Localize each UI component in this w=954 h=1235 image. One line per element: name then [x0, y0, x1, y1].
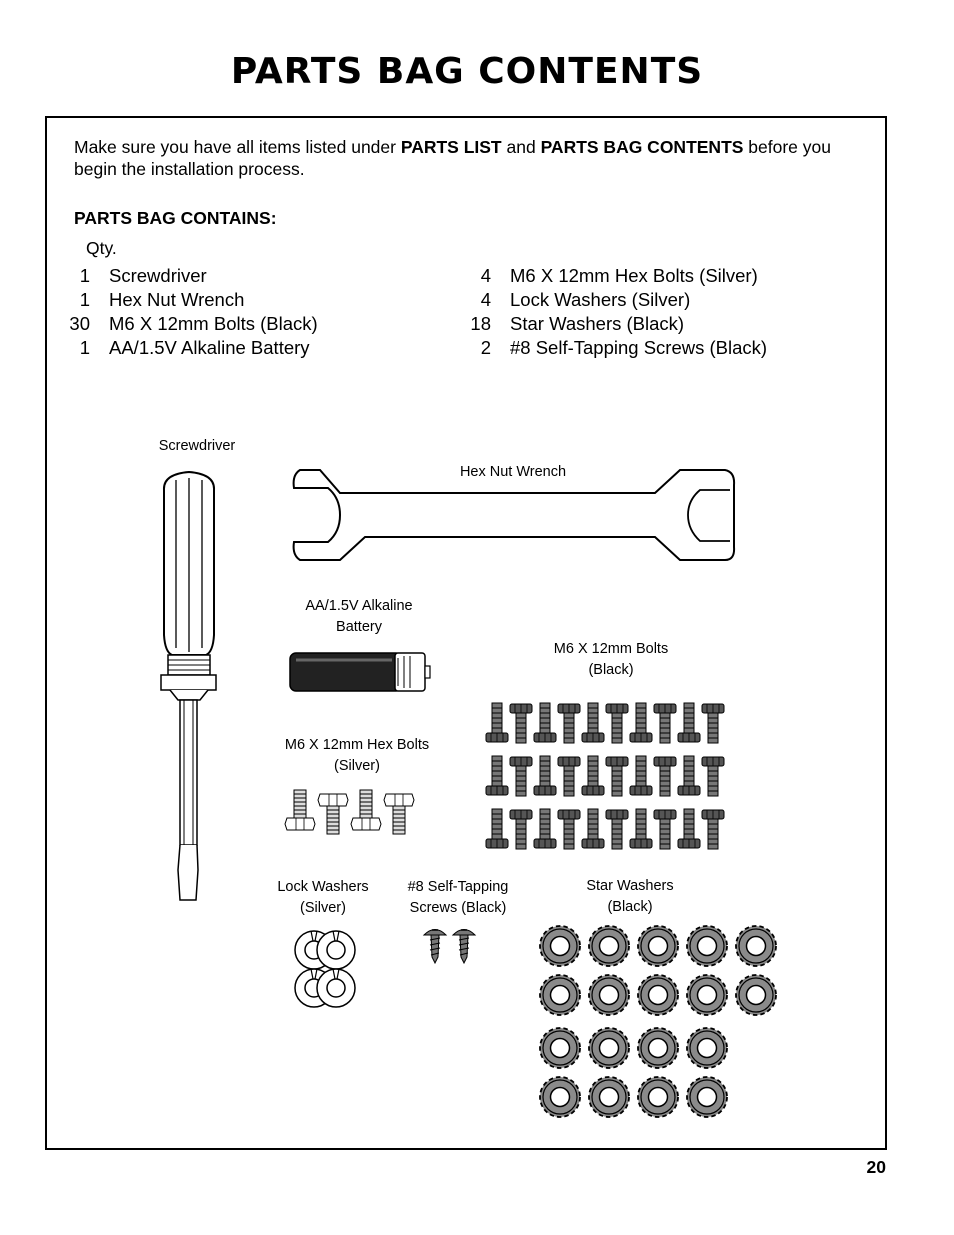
screws-caption: #8 Self-Tapping Screws (Black): [407, 879, 509, 916]
star-washers-group: [540, 926, 776, 1117]
list-item: 1 Screwdriver: [79, 265, 207, 286]
page-number: 20: [866, 1157, 886, 1177]
list-item: 18 Star Washers (Black): [470, 313, 685, 334]
screws-group: [424, 930, 475, 964]
hex-bolts-caption: M6 X 12mm Hex Bolts (Silver): [284, 737, 430, 774]
hex-bolts-group: [285, 790, 414, 834]
black-bolts-group: [486, 703, 724, 849]
list-item: 2 #8 Self-Tapping Screws (Black): [480, 337, 768, 358]
qty-column-label: Qty.: [86, 238, 117, 258]
battery-icon: [290, 653, 430, 691]
list-item: 30 M6 X 12mm Bolts (Black): [69, 313, 318, 334]
bolts-black-caption: M6 X 12mm Bolts (Black): [553, 641, 669, 678]
screwdriver-caption: Screwdriver: [158, 438, 236, 454]
lock-washers-caption: Lock Washers (Silver): [277, 879, 369, 916]
star-washers-caption: Star Washers (Black): [586, 878, 674, 915]
wrench-caption: Hex Nut Wrench: [459, 464, 567, 480]
battery-caption: AA/1.5V Alkaline Battery: [305, 598, 413, 635]
list-item: 1 AA/1.5V Alkaline Battery: [79, 337, 310, 358]
list-item: 4 Lock Washers (Silver): [480, 289, 691, 310]
screwdriver-icon: [161, 472, 216, 900]
list-item: 1 Hex Nut Wrench: [79, 289, 245, 310]
list-item: 4 M6 X 12mm Hex Bolts (Silver): [480, 265, 758, 286]
wrench-icon: [294, 470, 734, 560]
lock-washers-group: [295, 931, 355, 1007]
page-title: PARTS BAG CONTENTS: [230, 51, 704, 92]
intro-text: Make sure you have all items listed under PARTS LIST and PARTS BAG CONTENTS before you begin the installation process.: [74, 137, 831, 179]
parts-bag-heading: PARTS BAG CONTAINS:: [74, 208, 277, 228]
